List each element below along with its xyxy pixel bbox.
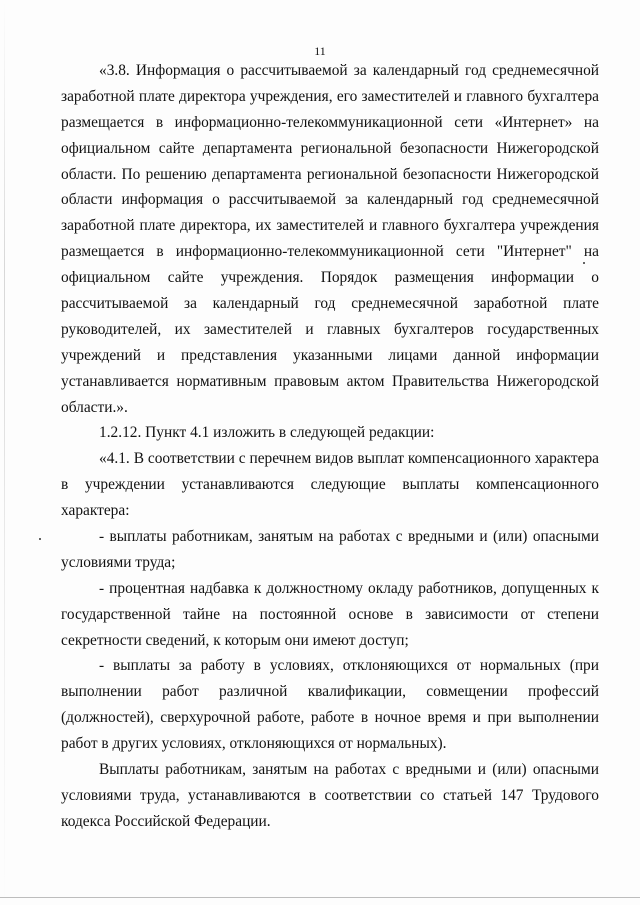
scan-edge-mark xyxy=(4,0,5,905)
text-line: заработной плате директора учреждения, его заместителей и главного бухгалтера xyxy=(61,87,599,105)
text-line: условиями труда, устанавливаются в соответствии со статьей 147 Трудового xyxy=(61,786,599,804)
scan-speck xyxy=(583,262,585,264)
text-line: работ в других условиях, отклоняющихся от нормальных). xyxy=(61,735,447,753)
scan-edge-mark-bottom xyxy=(0,897,640,898)
text-line: области.». xyxy=(61,398,128,416)
text-line: 1.2.12. Пункт 4.1 изложить в следующей редакции: xyxy=(99,424,435,442)
text-line: «3.8. Информация о рассчитываемой за календарный год среднемесячной xyxy=(99,62,599,79)
text-line: - выплаты работникам, занятым на работах с вредными и (или) опасными xyxy=(99,528,599,546)
text-line: государственной тайне на постоянной основе в зависимости от степени xyxy=(61,605,599,623)
text-line: Выплаты работникам, занятым на работах с вредными и (или) опасными xyxy=(99,761,599,779)
text-line: - выплаты за работу в условиях, отклоняющихся от нормальных (при xyxy=(99,657,599,675)
text-line: официальном сайте учреждения. Порядок размещения информации о xyxy=(61,269,599,287)
text-line: области информация о рассчитываемой за календарный год среднемесячной xyxy=(61,191,599,209)
text-line: секретности сведений, к которым они имеют доступ; xyxy=(61,631,409,649)
text-line: размещается в информационно-телекоммуникационной сети «Интернет» на xyxy=(61,113,599,131)
text-line: области. По решению департамента региональной безопасности Нижегородской xyxy=(61,165,599,183)
text-line: характера: xyxy=(61,502,130,520)
text-line: рассчитываемой за календарный год среднемесячной заработной плате xyxy=(61,295,599,313)
text-line: выполнении работ различной квалификации, совмещении профессий xyxy=(61,683,599,701)
text-line: учреждений и представления указанными лицами данной информации xyxy=(61,346,599,364)
text-line: заработной плате директора, их заместителей и главного бухгалтера учреждения xyxy=(61,217,599,235)
page-number: 11 xyxy=(314,44,326,58)
text-line: в учреждении устанавливаются следующие выплаты компенсационного xyxy=(61,476,599,494)
scan-speck xyxy=(39,538,41,540)
document-body xyxy=(61,58,599,835)
text-line: условиями труда; xyxy=(61,553,176,571)
text-line: - процентная надбавка к должностному окладу работников, допущенных к xyxy=(99,579,599,597)
text-line: кодекса Российской Федерации. xyxy=(61,812,271,830)
text-line: устанавливается нормативным правовым актом Правительства Нижегородской xyxy=(61,372,599,390)
text-line: (должностей), сверхурочной работе, работе в ночное время и при выполнении xyxy=(61,709,599,727)
text-line: «4.1. В соответствии с перечнем видов выплат компенсационного характера xyxy=(99,450,599,468)
text-line: руководителей, их заместителей и главных бухгалтеров государственных xyxy=(61,320,599,338)
text-line: официальном сайте департамента региональной безопасности Нижегородской xyxy=(61,139,599,157)
text-line: размещается в информационно-телекоммуникационной сети "Интернет" на xyxy=(61,243,599,261)
